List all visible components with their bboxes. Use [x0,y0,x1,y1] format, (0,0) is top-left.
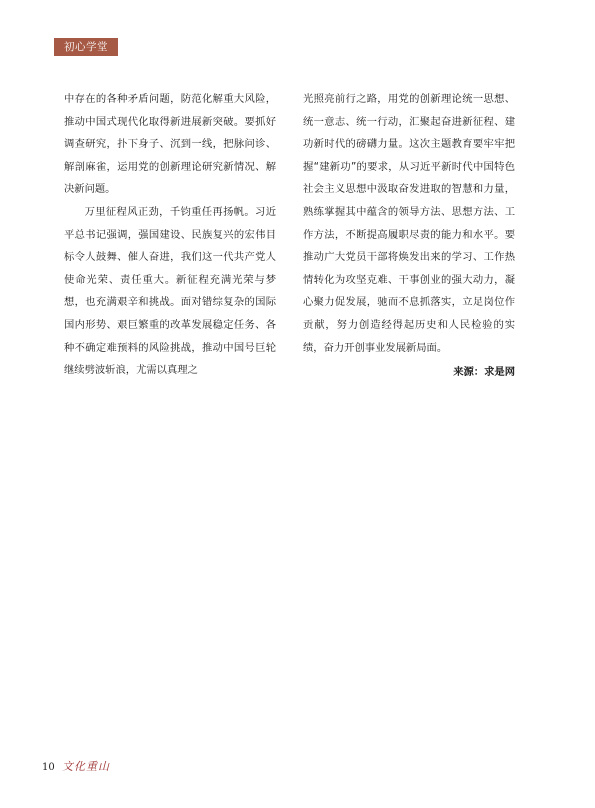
right-column [303,88,515,384]
paragraph: 万里征程风正劲，千钧重任再扬帆。习近平总书记强调，强国建设、民族复兴的宏伟目标令人鼓舞、催人奋进，我们这一代共产党人使命光荣、责任重大。新征程充满光荣与梦想，也充满艰辛和挑战。面对错综复杂的国际国内形势、艰巨繁重的改革发展稳定任务、各种不确定难预料的风险挑战，推动中国号巨轮继续劈波斩浪，尤需以真理之 [64,205,276,377]
section-label: 初心学堂 [54,38,118,56]
magazine-logo: 文化重山 [62,760,110,773]
page-number: 10 [42,762,55,773]
paragraph: 光照亮前行之路，用党的创新理论统一思想、统一意志、统一行动，汇聚起奋进新征程、建功新时代的磅礴力量。这次主题教育要牢牢把握“建新功”的要求，从习近平新时代中国特色社会主义思想中汲取奋发进取的智慧和力量，熟练掌握其中蕴含的领导方法、思想方法、工作方法，不断提高履职尽责的能力和水平。要推动广大党员干部将焕发出来的学习、工作热情转化为攻坚克难、干事创业的强大动力，凝心聚力促发展，驰而不息抓落实，立足岗位作贡献，努力创造经得起历史和人民检验的实绩，奋力开创事业发展新局面。 [303,93,515,354]
left-column [64,88,276,382]
article-source: 来源：求是网 [453,366,515,379]
paragraph: 中存在的各种矛盾问题，防范化解重大风险，推动中国式现代化取得新进展新突破。要抓好调查研究，扑下身子、沉到一线，把脉问诊、解剖麻雀，运用党的创新理论研究新情况、解决新问题。 [64,93,276,196]
